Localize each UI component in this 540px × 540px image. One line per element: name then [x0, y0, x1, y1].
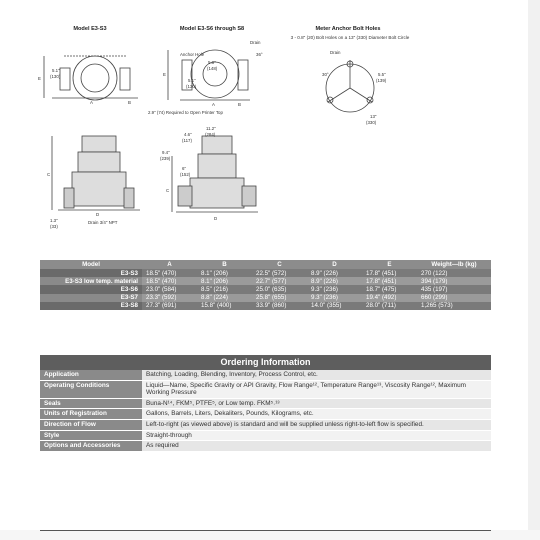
cell-b: 8.1" (206)	[197, 269, 252, 277]
label-dim-148: (148)	[207, 66, 218, 71]
label-c-mid: C	[166, 188, 170, 193]
cell-weight: 270 (122)	[417, 269, 491, 277]
ordering-label: Application	[40, 370, 142, 380]
cell-weight: 435 (197)	[417, 285, 491, 293]
label-dim-152: (152)	[180, 172, 191, 177]
label-e-mid: E	[163, 72, 166, 77]
label-dim-5-8: 5.8"	[208, 60, 216, 65]
header-c: C	[252, 260, 307, 269]
label-a-mid: A	[212, 102, 215, 107]
label-required-note: 2.9" (74) Required to Open Printer Top	[148, 110, 223, 115]
ordering-value: As required	[142, 441, 491, 451]
label-dim-139: (139)	[376, 78, 387, 83]
cell-e: 18.7" (475)	[362, 285, 417, 293]
label-dim-11-2: 11.2"	[206, 126, 216, 131]
label-dim-239: (239)	[160, 156, 171, 161]
table-row	[40, 277, 491, 285]
cell-a: 18.5" (470)	[142, 277, 197, 285]
e3s3-front-view	[52, 136, 140, 210]
cell-c: 25.8" (655)	[252, 294, 307, 302]
cell-c: 33.9" (860)	[252, 302, 307, 310]
ordering-label: Operating Conditions	[40, 381, 142, 398]
ordering-value: Left-to-right (as viewed above) is standard and will be supplied unless right-to-left flow is specified.	[142, 420, 491, 430]
e3s6-top-view	[168, 50, 250, 100]
cell-d: 14.0" (355)	[307, 302, 362, 310]
cell-b: 8.8" (224)	[197, 294, 252, 302]
table-row	[40, 302, 491, 310]
label-d-mid: D	[214, 216, 218, 221]
ordering-value: Buna-N¹⁴, FKM⁵, PTFE⁵, or Low temp. FKM⁵˒¹³	[142, 399, 491, 409]
label-dim-13: 13"	[370, 114, 377, 119]
ordering-row-seals	[40, 399, 491, 410]
label-dim-284: (284)	[205, 132, 216, 137]
cell-b: 8.1" (206)	[197, 277, 252, 285]
cell-model: E3-S6	[40, 285, 142, 293]
ordering-label: Seals	[40, 399, 142, 409]
ordering-row-options	[40, 441, 491, 452]
ordering-label: Options and Accessories	[40, 441, 142, 451]
table-header-row	[40, 260, 491, 269]
label-a-top: A	[90, 100, 93, 105]
header-model: Model	[40, 260, 142, 269]
cell-d: 9.3" (236)	[307, 294, 362, 302]
bottom-rule	[40, 530, 491, 531]
cell-e: 28.0" (711)	[362, 302, 417, 310]
ordering-row-application	[40, 370, 491, 381]
label-anchor-hole: Anchor Hole	[180, 52, 205, 57]
label-dim-117: (117)	[182, 138, 192, 143]
cell-d: 8.9" (226)	[307, 269, 362, 277]
label-dim-33: (33)	[50, 224, 58, 229]
ordering-label: Units of Registration	[40, 409, 142, 419]
cell-a: 18.5" (470)	[142, 269, 197, 277]
cell-c: 22.5" (572)	[252, 269, 307, 277]
cell-c: 25.0" (635)	[252, 285, 307, 293]
header-e: E	[362, 260, 417, 269]
header-b: B	[197, 260, 252, 269]
ordering-row-direction	[40, 420, 491, 431]
cell-b: 15.8" (400)	[197, 302, 252, 310]
cell-d: 9.3" (236)	[307, 285, 362, 293]
cell-a: 23.3" (592)	[142, 294, 197, 302]
ordering-information	[40, 355, 491, 452]
cell-model: E3-S3	[40, 269, 142, 277]
cell-a: 23.0" (584)	[142, 285, 197, 293]
model-dimensions-table	[40, 260, 491, 310]
label-dim-5-5: 5.5"	[378, 72, 386, 77]
label-dim-130: (130)	[50, 74, 61, 79]
label-d-front: D	[96, 212, 100, 217]
table-row	[40, 269, 491, 277]
table-row	[40, 294, 491, 302]
label-drain-npt: Drain 3/4" NPT	[88, 220, 118, 225]
ordering-title: Ordering Information	[40, 355, 491, 370]
cell-d: 8.9" (226)	[307, 277, 362, 285]
heading-model-e3s6-s8: Model E3-S6 through S8	[179, 26, 245, 32]
label-dim-4-6: 4.6"	[184, 132, 192, 137]
dimension-drawings-svg	[30, 16, 500, 256]
label-c-left: C	[47, 172, 51, 177]
ordering-row-style	[40, 431, 491, 442]
ordering-row-units	[40, 409, 491, 420]
cell-weight: 1,265 (573)	[417, 302, 491, 310]
label-b-mid: B	[238, 102, 241, 107]
cell-b: 8.5" (216)	[197, 285, 252, 293]
label-dim-36: 36°	[256, 52, 263, 57]
label-dim-5-1b: 5.1"	[188, 78, 196, 83]
cell-model: E3-S3 low temp. material	[40, 277, 142, 285]
cell-a: 27.3" (691)	[142, 302, 197, 310]
label-b-top: B	[128, 100, 131, 105]
cell-e: 17.8" (451)	[362, 277, 417, 285]
ordering-value: Liquid—Name, Specific Gravity or API Gravity, Flow Range¹², Temperature Range¹³, Viscosity Range¹², Maximum Working Pressure	[142, 381, 491, 398]
cell-model: E3-S7	[40, 294, 142, 302]
ordering-label: Direction of Flow	[40, 420, 142, 430]
anchor-bolt-pattern	[326, 60, 374, 112]
label-dim-9-4: 9.4"	[162, 150, 170, 155]
ordering-value: Gallons, Barrels, Liters, Dekaliters, Pounds, Kilograms, etc.	[142, 409, 491, 419]
label-drain-top: Drain	[250, 40, 261, 45]
cell-e: 17.8" (451)	[362, 269, 417, 277]
label-dim-5-1: 5.1"	[52, 68, 60, 73]
heading-model-e3s3: Model E3-S3	[73, 26, 107, 32]
header-d: D	[307, 260, 362, 269]
header-a: A	[142, 260, 197, 269]
table-row	[40, 285, 491, 293]
label-dim-330: (330)	[366, 120, 377, 125]
cell-model: E3-S8	[40, 302, 142, 310]
ordering-value: Straight-through	[142, 431, 491, 441]
label-e-left: E	[38, 76, 41, 81]
dimension-drawings	[30, 16, 500, 256]
label-dim-130b: (130)	[186, 84, 197, 89]
ordering-value: Batching, Loading, Blending, Inventory, Process Control, etc.	[142, 370, 491, 380]
label-dim-6: 6"	[182, 166, 187, 171]
header-weight: Weight—lb (kg)	[417, 260, 491, 269]
ordering-row-operating-conditions	[40, 381, 491, 399]
cell-weight: 660 (299)	[417, 294, 491, 302]
cell-e: 19.4" (492)	[362, 294, 417, 302]
cell-c: 22.7" (577)	[252, 277, 307, 285]
cell-weight: 394 (179)	[417, 277, 491, 285]
label-dim-1-3: 1.3"	[50, 218, 58, 223]
label-dim-30: 30°	[322, 72, 329, 77]
page-edge-bottom	[0, 530, 540, 540]
anchor-bolt-note: 3 - 0.8" (20) Bolt Holes on a 13" (330) Diameter Bolt Circle	[290, 35, 410, 40]
page-edge-right	[528, 0, 540, 540]
label-drain-anchor: Drain	[330, 50, 341, 55]
heading-meter-anchor: Meter Anchor Bolt Holes	[315, 26, 381, 32]
ordering-label: Style	[40, 431, 142, 441]
